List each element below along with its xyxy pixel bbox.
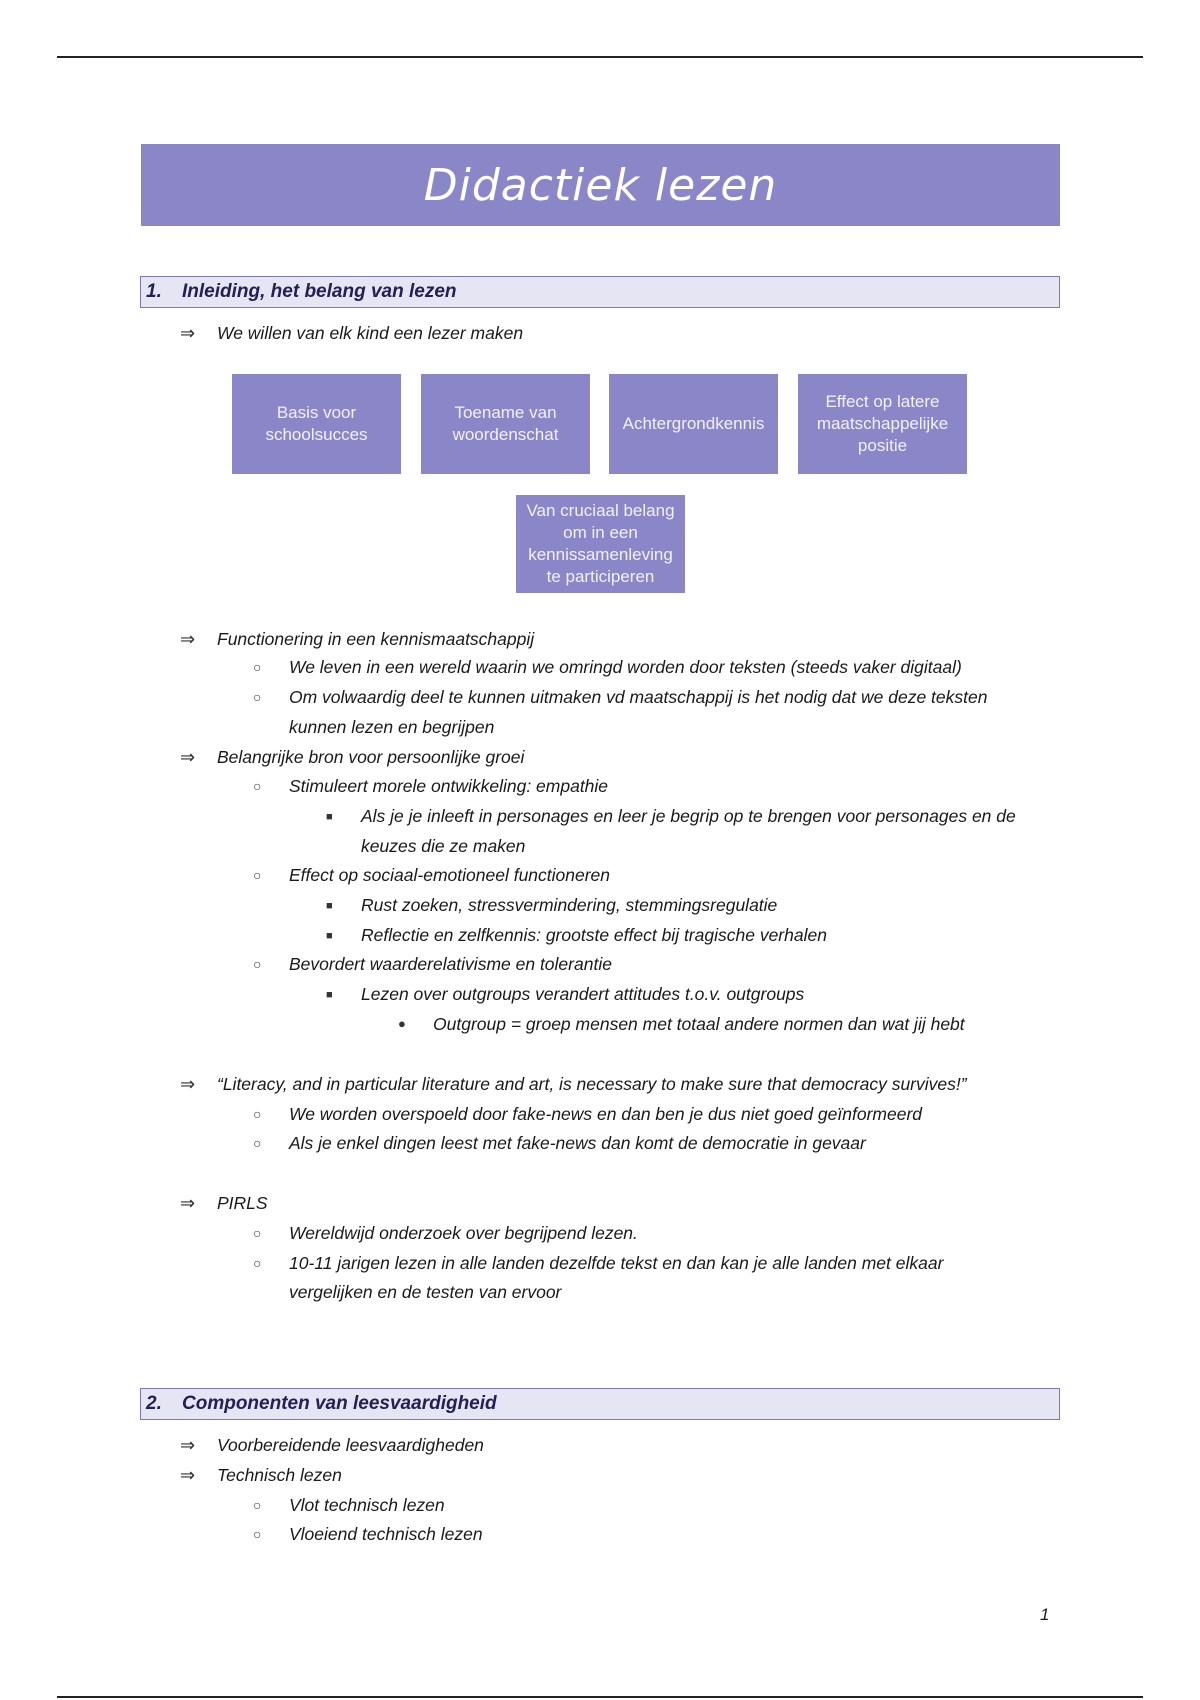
circle-bullet-icon: ○ bbox=[253, 778, 262, 794]
functioning-point-2-cont: kunnen lezen en begrijpen bbox=[289, 717, 495, 737]
circle-bullet-icon: ○ bbox=[253, 1225, 262, 1241]
section-1-heading: Inleiding, het belang van lezen bbox=[182, 281, 457, 302]
functioning-title: Functionering in een kennismaatschappij bbox=[217, 629, 535, 649]
diagram-box-achtergrondkennis: Achtergrondkennis bbox=[609, 374, 778, 474]
arrow-bullet-icon: ⇒ bbox=[180, 747, 196, 767]
growth-social-sub-2: Reflectie en zelfkennis: grootste effect bij tragische verhalen bbox=[361, 925, 827, 945]
arrow-bullet-icon: ⇒ bbox=[180, 1435, 196, 1455]
section-2-number: 2. bbox=[146, 1393, 162, 1414]
growth-social: Effect op sociaal-emotioneel functioneren bbox=[289, 865, 611, 885]
circle-bullet-icon: ○ bbox=[253, 956, 262, 972]
section-1-intro: We willen van elk kind een lezer maken bbox=[217, 323, 524, 343]
pirls-point-2-cont: vergelijken en de testen van ervoor bbox=[289, 1282, 562, 1302]
top-rule bbox=[57, 56, 1143, 58]
growth-tolerance: Bevordert waarderelativisme en tolerantie bbox=[289, 954, 612, 974]
bottom-rule bbox=[57, 1696, 1143, 1698]
functioning-point-1: We leven in een wereld waarin we omringd worden door teksten (steeds vaker digitaal) bbox=[289, 657, 962, 677]
literacy-quote: “Literacy, and in particular literature and art, is necessary to make sure that democracy survives!” bbox=[217, 1074, 967, 1094]
section-1-header bbox=[140, 276, 1060, 308]
square-bullet-icon: ■ bbox=[326, 989, 333, 1001]
section-1-number: 1. bbox=[146, 281, 162, 302]
circle-bullet-icon: ○ bbox=[253, 1497, 262, 1513]
section-2-heading: Componenten van leesvaardigheid bbox=[182, 1393, 497, 1414]
dot-bullet-icon: ● bbox=[398, 1016, 406, 1031]
growth-moral-sub-cont: keuzes die ze maken bbox=[361, 836, 526, 856]
section-2-header bbox=[140, 1388, 1060, 1420]
arrow-bullet-icon: ⇒ bbox=[180, 323, 196, 343]
section-2-item-2: Technisch lezen bbox=[217, 1465, 342, 1485]
pirls-point-2: 10-11 jarigen lezen in alle landen dezelfde tekst en dan kan je alle landen met elkaar bbox=[289, 1253, 944, 1273]
pirls-title: PIRLS bbox=[217, 1193, 268, 1213]
page-number: 1 bbox=[1040, 1605, 1050, 1624]
square-bullet-icon: ■ bbox=[326, 811, 333, 823]
growth-tolerance-sub: Lezen over outgroups verandert attitudes t.o.v. outgroups bbox=[361, 984, 805, 1004]
literacy-point-1: We worden overspoeld door fake-news en dan ben je dus niet goed geïnformeerd bbox=[289, 1104, 922, 1124]
circle-bullet-icon: ○ bbox=[253, 1255, 262, 1271]
growth-tolerance-subsub: Outgroup = groep mensen met totaal andere normen dan wat jij hebt bbox=[433, 1014, 965, 1034]
section-2-item-1: Voorbereidende leesvaardigheden bbox=[217, 1435, 484, 1455]
square-bullet-icon: ■ bbox=[326, 930, 333, 942]
title-banner bbox=[141, 144, 1060, 226]
pirls-point-1: Wereldwijd onderzoek over begrijpend lezen. bbox=[289, 1223, 638, 1243]
diagram-box-kennissamenleving: Van cruciaal belang om in een kennissamenleving te participeren bbox=[516, 495, 685, 593]
diagram-box-woordenschat: Toename van woordenschat bbox=[421, 374, 590, 474]
arrow-bullet-icon: ⇒ bbox=[180, 1465, 196, 1485]
growth-title: Belangrijke bron voor persoonlijke groei bbox=[217, 747, 525, 767]
diagram-box-schoolsucces: Basis voor schoolsucces bbox=[232, 374, 401, 474]
square-bullet-icon: ■ bbox=[326, 900, 333, 912]
circle-bullet-icon: ○ bbox=[253, 689, 262, 705]
circle-bullet-icon: ○ bbox=[253, 1526, 262, 1542]
circle-bullet-icon: ○ bbox=[253, 867, 262, 883]
growth-social-sub-1: Rust zoeken, stressvermindering, stemmingsregulatie bbox=[361, 895, 778, 915]
literacy-point-2: Als je enkel dingen leest met fake-news dan komt de democratie in gevaar bbox=[289, 1133, 866, 1153]
functioning-point-2: Om volwaardig deel te kunnen uitmaken vd maatschappij is het nodig dat we deze teksten bbox=[289, 687, 988, 707]
document-title: Didactiek lezen bbox=[423, 159, 778, 211]
growth-moral: Stimuleert morele ontwikkeling: empathie bbox=[289, 776, 609, 796]
arrow-bullet-icon: ⇒ bbox=[180, 1074, 196, 1094]
section-2-sub-1: Vlot technisch lezen bbox=[289, 1495, 445, 1515]
arrow-bullet-icon: ⇒ bbox=[180, 629, 196, 649]
arrow-bullet-icon: ⇒ bbox=[180, 1193, 196, 1213]
diagram-box-maatschappelijke-positie: Effect op latere maatschappelijke positie bbox=[798, 374, 967, 474]
circle-bullet-icon: ○ bbox=[253, 1106, 262, 1122]
circle-bullet-icon: ○ bbox=[253, 1135, 262, 1151]
circle-bullet-icon: ○ bbox=[253, 659, 262, 675]
growth-moral-sub: Als je je inleeft in personages en leer je begrip op te brengen voor personages en de bbox=[361, 806, 1016, 826]
section-2-sub-2: Vloeiend technisch lezen bbox=[289, 1524, 483, 1544]
